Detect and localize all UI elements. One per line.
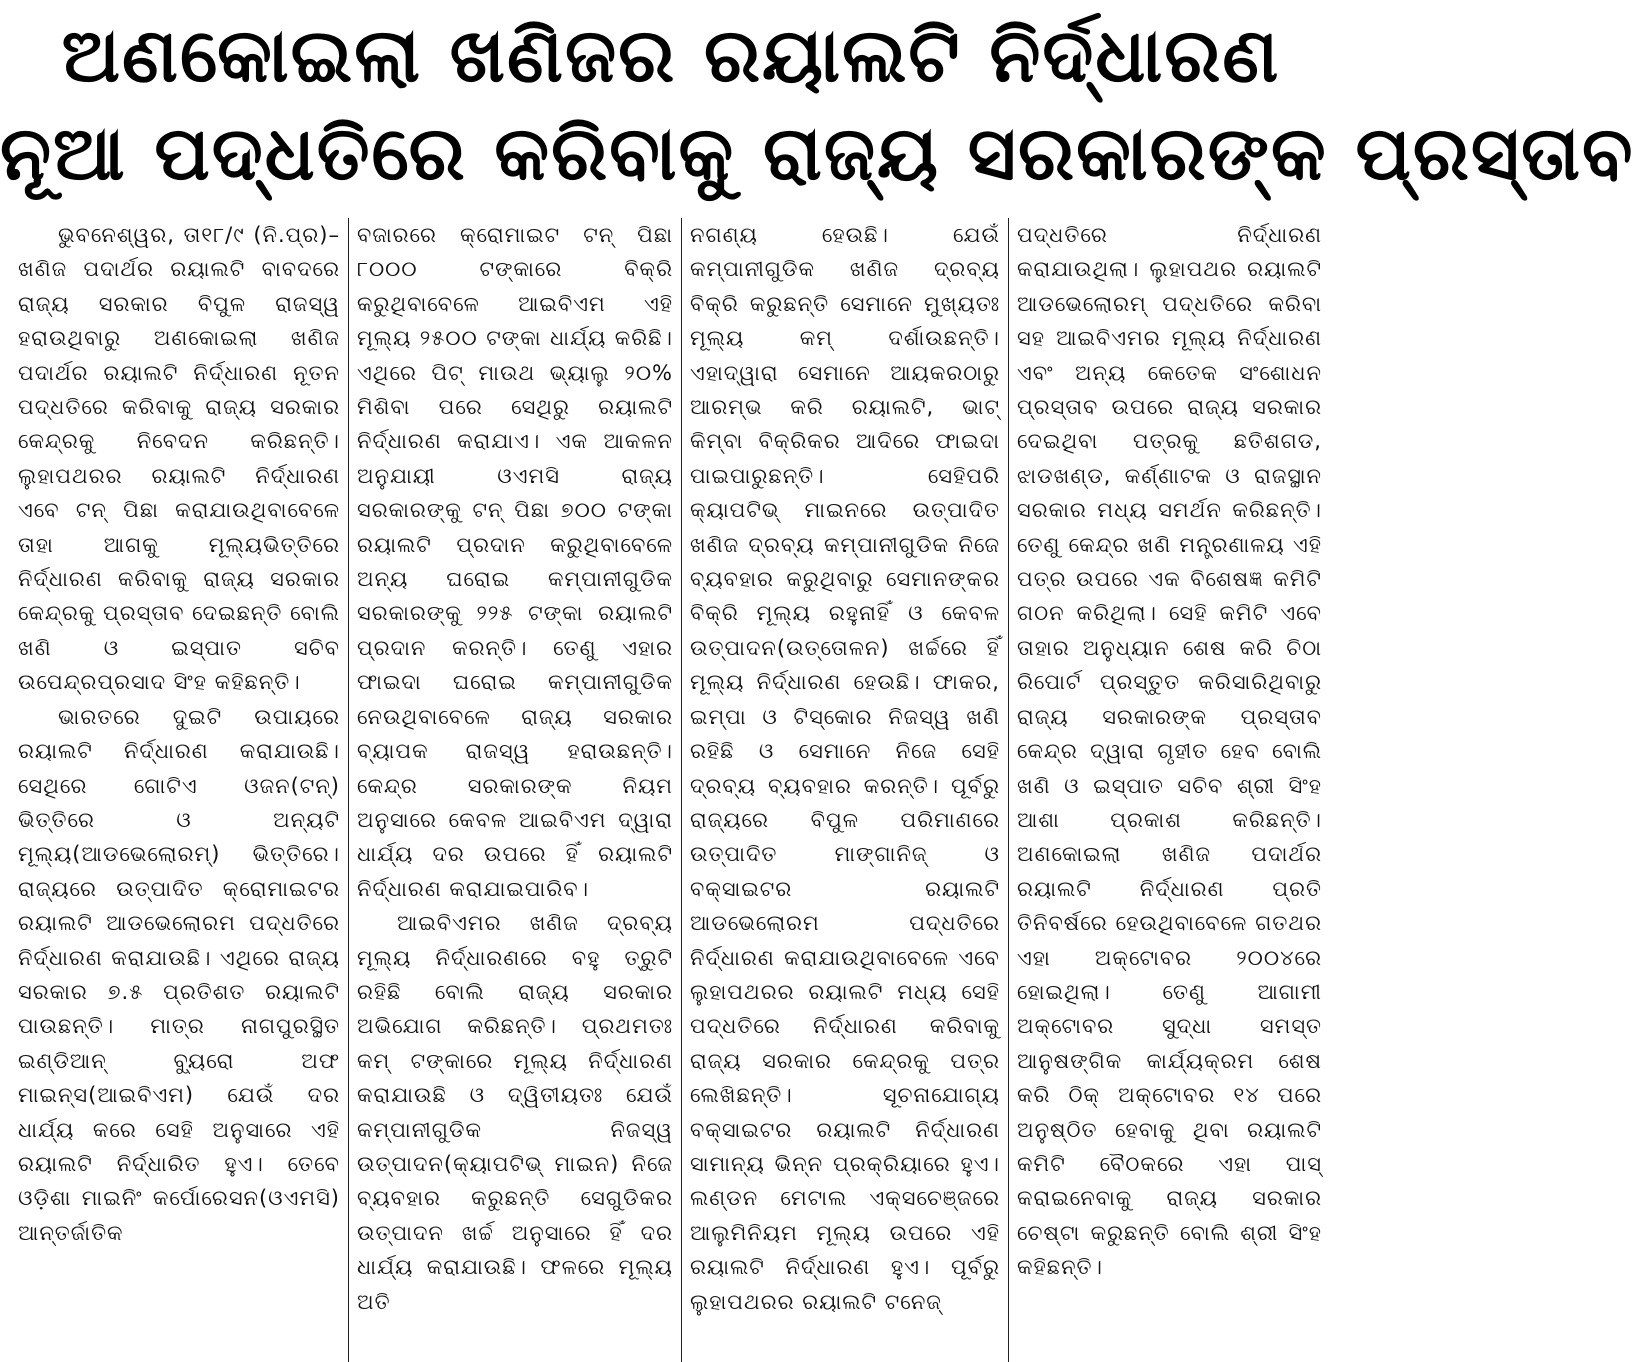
- column-2: [348, 218, 681, 1362]
- column-3: [681, 218, 1008, 1362]
- paragraph: ଆଇବିଏମର ଖଣିଜ ଦ୍ରବ୍ୟ ମୂଲ୍ୟ ନିର୍ଦ୍ଧାରଣରେ ବହୁ ତ୍ରୁଟି ରହିଛି ବୋଲି ରାଜ୍ୟ ସରକାର ଅଭିଯୋଗ କରିଛନ୍ତି। ପ୍ରଥମତଃ କମ୍ ଟଙ୍କାରେ ମୂଲ୍ୟ ନିର୍ଦ୍ଧାରଣ କରାଯାଉଛି ଓ ଦ୍ୱିତୀୟତଃ ଯେଉଁ କମ୍ପାନୀଗୁଡିକ ନିଜସ୍ୱ ଉତ୍ପାଦନ(କ୍ୟାପଟିଭ୍ ମାଇନ) ନିଜେ ବ୍ୟବହାର କରୁଛନ୍ତି ସେଗୁଡିକର ଉତ୍ପାଦନ ଖର୍ଚ୍ଚ ଅନୁସାରେ ହିଁ ଦର ଧାର୍ଯ୍ୟ କରାଯାଉଛି। ଫଳରେ ମୂଲ୍ୟ ଅତି: [357, 911, 673, 1314]
- column-1: [14, 218, 348, 1362]
- article-body: [14, 218, 1330, 1362]
- paragraph: ନଗଣ୍ୟ ହେଉଛି। ଯେଉଁ କମ୍ପାନୀଗୁଡିକ ଖଣିଜ ଦ୍ରବ୍ୟ ବିକ୍ରି କରୁଛନ୍ତି ସେମାନେ ମୁଖ୍ୟତଃ ମୂଲ୍ୟ କମ୍ ଦର୍ଶାଉଛନ୍ତି। ଏହାଦ୍ୱାରା ସେମାନେ ଆୟକରଠାରୁ ଆରମ୍ଭ କରି ରୟାଲଟି, ଭାଟ୍ କିମ୍ବା ବିକ୍ରିକର ଆଦିରେ ଫାଇଦା ପାଇପାରୁଛନ୍ତି। ସେହିପରି କ୍ୟାପଟିଭ୍ ମାଇନରେ ଉତ୍ପାଦିତ ଖଣିଜ ଦ୍ରବ୍ୟ କମ୍ପାନୀଗୁଡିକ ନିଜେ ବ୍ୟବହାର କରୁଥିବାରୁ ସେମାନଙ୍କର ବିକ୍ରି ମୂଲ୍ୟ ରହୁନାହିଁ ଓ କେବଳ ଉତ୍ପାଦନ(ଉତ୍ତୋଳନ) ଖର୍ଚ୍ଚରେ ହିଁ ମୂଲ୍ୟ ନିର୍ଦ୍ଧାରଣ ହେଉଛି। ଫାକର, ଇମ୍ପା ଓ ଟିସ୍କୋର ନିଜସ୍ୱ ଖଣି ରହିଛି ଓ ସେମାନେ ନିଜେ ସେହି ଦ୍ରବ୍ୟ ବ୍ୟବହାର କରନ୍ତି। ପୂର୍ବରୁ ରାଜ୍ୟରେ ବିପୁଳ ପରିମାଣରେ ଉତ୍ପାଦିତ ମାଙ୍ଗାନିଜ୍ ଓ ବକ୍ସାଇଟର ରୟାଲଟି ଆଡଭେଲୋରମ ପଦ୍ଧତିରେ ନିର୍ଦ୍ଧାରଣ କରାଯାଉଥିବାବେଳେ ଏବେ ଲୁହାପଥରର ରୟାଲଟି ମଧ୍ୟ ସେହି ପଦ୍ଧତିରେ ନିର୍ଦ୍ଧାରଣ କରିବାକୁ ରାଜ୍ୟ ସରକାର କେନ୍ଦ୍ରକୁ ପତ୍ର ଲେଖିଛନ୍ତି। ସୂଚନାଯୋଗ୍ୟ ବକ୍ସାଇଟର ରୟାଲଟି ନିର୍ଦ୍ଧାରଣ ସାମାନ୍ୟ ଭିନ୍ନ ପ୍ରକ୍ରିୟାରେ ହୁଏ। ଲଣ୍ଡନ ମେଟାଲ ଏକ୍ସଚେଞ୍ଜରେ ଆଲୁମିନିୟମ ମୂଲ୍ୟ ଉପରେ ଏହି ରୟାଲଟି ନିର୍ଦ୍ଧାରଣ ହୁଏ। ପୂର୍ବରୁ ଲୁହାପଥରର ରୟାଲଟି ଟନେଜ୍: [690, 223, 1000, 1314]
- headline-line-2: ନୂଆ ପଦ୍ଧତିରେ କରିବାକୁ ରାଜ୍ୟ ସରକାରଙ୍କ ପ୍ରସ୍ତାବ: [0, 111, 1634, 197]
- paragraph: ଭାରତରେ ଦୁଇଟି ଉପାୟରେ ରୟାଲଟି ନିର୍ଦ୍ଧାରଣ କରାଯାଉଛି। ସେଥିରେ ଗୋଟିଏ ଓଜନ(ଟନ୍) ଭିତ୍ତିରେ ଓ ଅନ୍ୟଟି ମୂଲ୍ୟ(ଆଡଭେଲୋରମ୍) ଭିତ୍ତିରେ। ରାଜ୍ୟରେ ଉତ୍ପାଦିତ କ୍ରୋମାଇଟର ରୟାଲଟି ଆଡଭେଲୋରମ ପଦ୍ଧତିରେ ନିର୍ଦ୍ଧାରଣ କରାଯାଉଛି। ଏଥିରେ ରାଜ୍ୟ ସରକାର ୭.୫ ପ୍ରତିଶତ ରୟାଲଟି ପାଉଛନ୍ତି। ମାତ୍ର ନାଗପୁରସ୍ଥିତ ଇଣ୍ଡିଆନ୍ ବ୍ୟୁରୋ ଅଫ ମାଇନ୍ସ(ଆଇବିଏମ) ଯେଉଁ ଦର ଧାର୍ଯ୍ୟ କରେ ସେହି ଅନୁସାରେ ଏହି ରୟାଲଟି ନିର୍ଦ୍ଧାରିତ ହୁଏ। ତେବେ ଓଡ଼ିଶା ମାଇନିଂ କର୍ପୋରେସନ(ଓଏମସି) ଆନ୍ତର୍ଜାତିକ: [18, 704, 340, 1245]
- paragraph: ଭୁବନେଶ୍ୱର, ତା୧୮/୯ (ନି.ପ୍ର)– ଖଣିଜ ପଦାର୍ଥର ରୟାଲଟି ବାବଦରେ ରାଜ୍ୟ ସରକାର ବିପୁଳ ରାଜସ୍ୱ ହରାଉଥିବାରୁ ଅଣକୋଇଲା ଖଣିଜ ପଦାର୍ଥର ରୟାଲଟି ନିର୍ଦ୍ଧାରଣ ନୂତନ ପଦ୍ଧତିରେ କରିବାକୁ ରାଜ୍ୟ ସରକାର କେନ୍ଦ୍ରକୁ ନିବେଦନ କରିଛନ୍ତି। ଲୁହାପଥରର ରୟାଲଟି ନିର୍ଦ୍ଧାରଣ ଏବେ ଟନ୍ ପିଛା କରାଯାଉଥିବାବେଳେ ତାହା ଆଗକୁ ମୂଲ୍ୟଭିତ୍ତିରେ ନିର୍ଦ୍ଧାରଣ କରିବାକୁ ରାଜ୍ୟ ସରକାର କେନ୍ଦ୍ରକୁ ପ୍ରସ୍ତାବ ଦେଇଛନ୍ତି ବୋଲି ଖଣି ଓ ଇସ୍ପାତ ସଚିବ ଉପେନ୍ଦ୍ରପ୍ରସାଦ ସିଂହ କହିଛନ୍ତି।: [18, 223, 340, 695]
- paragraph: ବଜାରରେ କ୍ରୋମାଇଟ ଟନ୍ ପିଛା ୮୦୦୦ ଟଙ୍କାରେ ବିକ୍ରି କରୁଥିବାବେଳେ ଆଇବିଏମ ଏହି ମୂଲ୍ୟ ୨୫୦୦ ଟଙ୍କା ଧାର୍ଯ୍ୟ କରିଛି। ଏଥିରେ ପିଟ୍ ମାଉଥ ଭ୍ୟାଲୁ ୨୦% ମିଶିବା ପରେ ସେଥିରୁ ରୟାଲଟି ନିର୍ଦ୍ଧାରଣ କରାଯାଏ। ଏକ ଆକଳନ ଅନୁଯାୟୀ ଓଏମସି ରାଜ୍ୟ ସରକାରଙ୍କୁ ଟନ୍ ପିଛା ୭୦୦ ଟଙ୍କା ରୟାଲଟି ପ୍ରଦାନ କରୁଥିବାବେଳେ ଅନ୍ୟ ଘରୋଇ କମ୍ପାନୀଗୁଡିକ ସରକାରଙ୍କୁ ୨୨୫ ଟଙ୍କା ରୟାଲଟି ପ୍ରଦାନ କରନ୍ତି। ତେଣୁ ଏହାର ଫାଇଦା ଘରୋଇ କମ୍ପାନୀଗୁଡିକ ନେଉଥିବାବେଳେ ରାଜ୍ୟ ସରକାର ବ୍ୟାପକ ରାଜସ୍ୱ ହରାଉଛନ୍ତି। କେନ୍ଦ୍ର ସରକାରଙ୍କ ନିୟମ ଅନୁସାରେ କେବଳ ଆଇବିଏମ ଦ୍ୱାରା ଧାର୍ଯ୍ୟ ଦର ଉପରେ ହିଁ ରୟାଲଟି ନିର୍ଦ୍ଧାରଣ କରାଯାଇପାରିବ।: [357, 223, 673, 901]
- column-4: [1008, 218, 1330, 1362]
- paragraph: ପଦ୍ଧତିରେ ନିର୍ଦ୍ଧାରଣ କରାଯାଉଥିଲା। ଲୁହାପଥର ରୟାଲଟି ଆଡଭେଲୋରମ୍ ପଦ୍ଧତିରେ କରିବା ସହ ଆଇବିଏମର ମୂଲ୍ୟ ନିର୍ଦ୍ଧାରଣ ଏବଂ ଅନ୍ୟ କେତେକ ସଂଶୋଧନ ପ୍ରସ୍ତାବ ଉପରେ ରାଜ୍ୟ ସରକାର ଦେଇଥିବା ପତ୍ରକୁ ଛତିଶଗଡ, ଝାଡଖଣ୍ଡ, କର୍ଣ୍ଣାଟକ ଓ ରାଜସ୍ଥାନ ସରକାର ମଧ୍ୟ ସମର୍ଥନ କରିଛନ୍ତି। ତେଣୁ କେନ୍ଦ୍ର ଖଣି ମନ୍ତ୍ରଣାଳୟ ଏହି ପତ୍ର ଉପରେ ଏକ ବିଶେଷଜ୍ଞ କମିଟି ଗଠନ କରିଥିଲା। ସେହି କମିଟି ଏବେ ତାହାର ଅନୁଧ୍ୟାନ ଶେଷ କରି ଚିଠା ରିପୋର୍ଟ ପ୍ରସ୍ତୁତ କରିସାରିଥିବାରୁ ରାଜ୍ୟ ସରକାରଙ୍କ ପ୍ରସ୍ତାବ କେନ୍ଦ୍ର ଦ୍ୱାରା ଗୃହୀତ ହେବ ବୋଲି ଖଣି ଓ ଇସ୍ପାତ ସଚିବ ଶ୍ରୀ ସିଂହ ଆଶା ପ୍ରକାଶ କରିଛନ୍ତି। ଅଣକୋଇଲା ଖଣିଜ ପଦାର୍ଥର ରୟାଲଟି ନିର୍ଦ୍ଧାରଣ ପ୍ରତି ତିନିବର୍ଷରେ ହେଉଥିବାବେଳେ ଗତଥର ଏହା ଅକ୍ଟୋବର ୨୦୦୪ରେ ହୋଇଥିଲା। ତେଣୁ ଆଗାମୀ ଅକ୍ଟୋବର ସୁଦ୍ଧା ସମସ୍ତ ଆନୁଷଙ୍ଗିକ କାର୍ଯ୍ୟକ୍ରମ ଶେଷ କରି ଠିକ୍ ଅକ୍ଟୋବର ୧୪ ପରେ ଅନୁଷ୍ଠିତ ହେବାକୁ ଥିବା ରୟାଲଟି କମିଟି ବୈଠକରେ ଏହା ପାସ୍ କରାଇନେବାକୁ ରାଜ୍ୟ ସରକାର ଚେଷ୍ଟା କରୁଛନ୍ତି ବୋଲି ଶ୍ରୀ ସିଂହ କହିଛନ୍ତି।: [1017, 223, 1322, 1280]
- headline-line-1: ଅଣକୋଇଲା ଖଣିଜର ରୟାଲଟି ନିର୍ଦ୍ଧାରଣ: [61, 13, 1281, 99]
